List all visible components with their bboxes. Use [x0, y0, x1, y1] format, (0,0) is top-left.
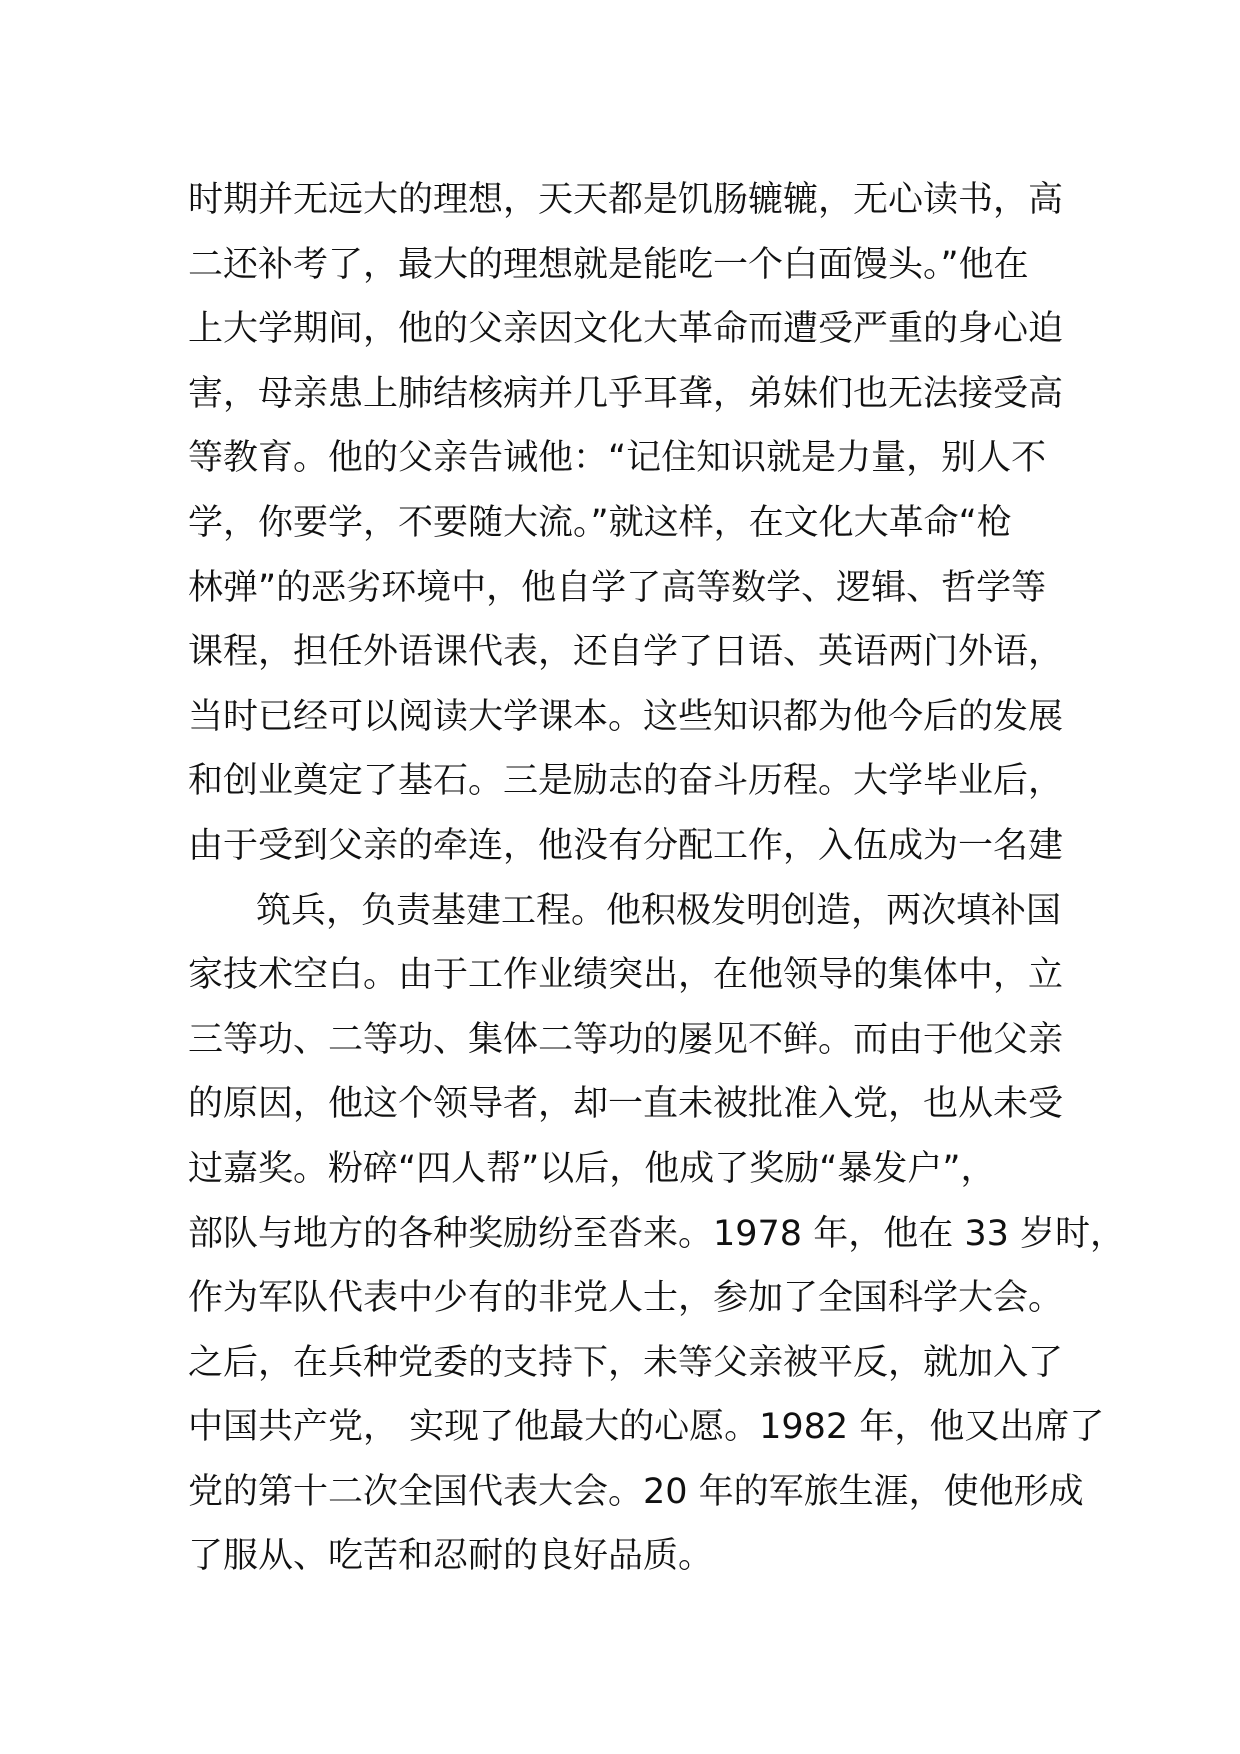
text-line: 二还补考了，最大的理想就是能吃一个白面馒头。”他在 — [188, 244, 1029, 285]
text-line: 由于受到父亲的牵连，他没有分配工作，入伍成为一名建 — [188, 825, 1064, 866]
text-line: 害，母亲患上肺结核病并几乎耳聋，弟妹们也无法接受高 — [188, 373, 1064, 414]
text-line: 三等功、二等功、集体二等功的屡见不鲜。而由于他父亲 — [188, 1019, 1064, 1060]
text-line: 部队与地方的各种奖励纷至沓来。1978 年，他在 33 岁时， — [188, 1213, 1125, 1254]
text-line: 学，你要学，不要随大流。”就这样，在文化大革命“枪 — [188, 502, 1012, 543]
text-line: 时期并无远大的理想，天天都是饥肠辘辘，无心读书，高 — [188, 180, 1064, 220]
text-line-indented: 筑兵，负责基建工程。他积极发明创造，两次填补国 — [256, 890, 1062, 931]
text-line: 中国共产党， 实现了他最大的心愿。1982 年，他又出席了 — [188, 1407, 1105, 1448]
text-line: 的原因，他这个领导者，却一直未被批准入党，也从未受 — [188, 1084, 1064, 1125]
text-line: 上大学期间，他的父亲因文化大革命而遭受严重的身心迫 — [188, 309, 1064, 350]
text-line: 和创业奠定了基石。三是励志的奋斗历程。大学毕业后， — [188, 761, 1064, 802]
text-line: 党的第十二次全国代表大会。20 年的军旅生涯，使他形成 — [188, 1471, 1084, 1512]
text-line: 之后，在兵种党委的支持下，未等父亲被平反，就加入了 — [188, 1342, 1064, 1383]
text-line: 等教育。他的父亲告诫他：“记住知识就是力量，别人不 — [188, 438, 1047, 479]
text-line: 了服从、吃苦和忍耐的良好品质。 — [188, 1536, 714, 1577]
body-text — [188, 168, 1125, 1589]
text-line: 过嘉奖。粉碎“四人帮”以后，他成了奖励“暴发户”， — [188, 1148, 996, 1189]
text-line: 林弹”的恶劣环境中，他自学了高等数学、逻辑、哲学等 — [188, 567, 1047, 608]
text-line: 家技术空白。由于工作业绩突出，在他领导的集体中，立 — [188, 955, 1064, 996]
text-line: 课程，担任外语课代表，还自学了日语、英语两门外语， — [188, 632, 1064, 673]
text-line: 当时已经可以阅读大学课本。这些知识都为他今后的发展 — [188, 696, 1064, 737]
text-line: 作为军队代表中少有的非党人士，参加了全国科学大会。 — [188, 1278, 1064, 1319]
